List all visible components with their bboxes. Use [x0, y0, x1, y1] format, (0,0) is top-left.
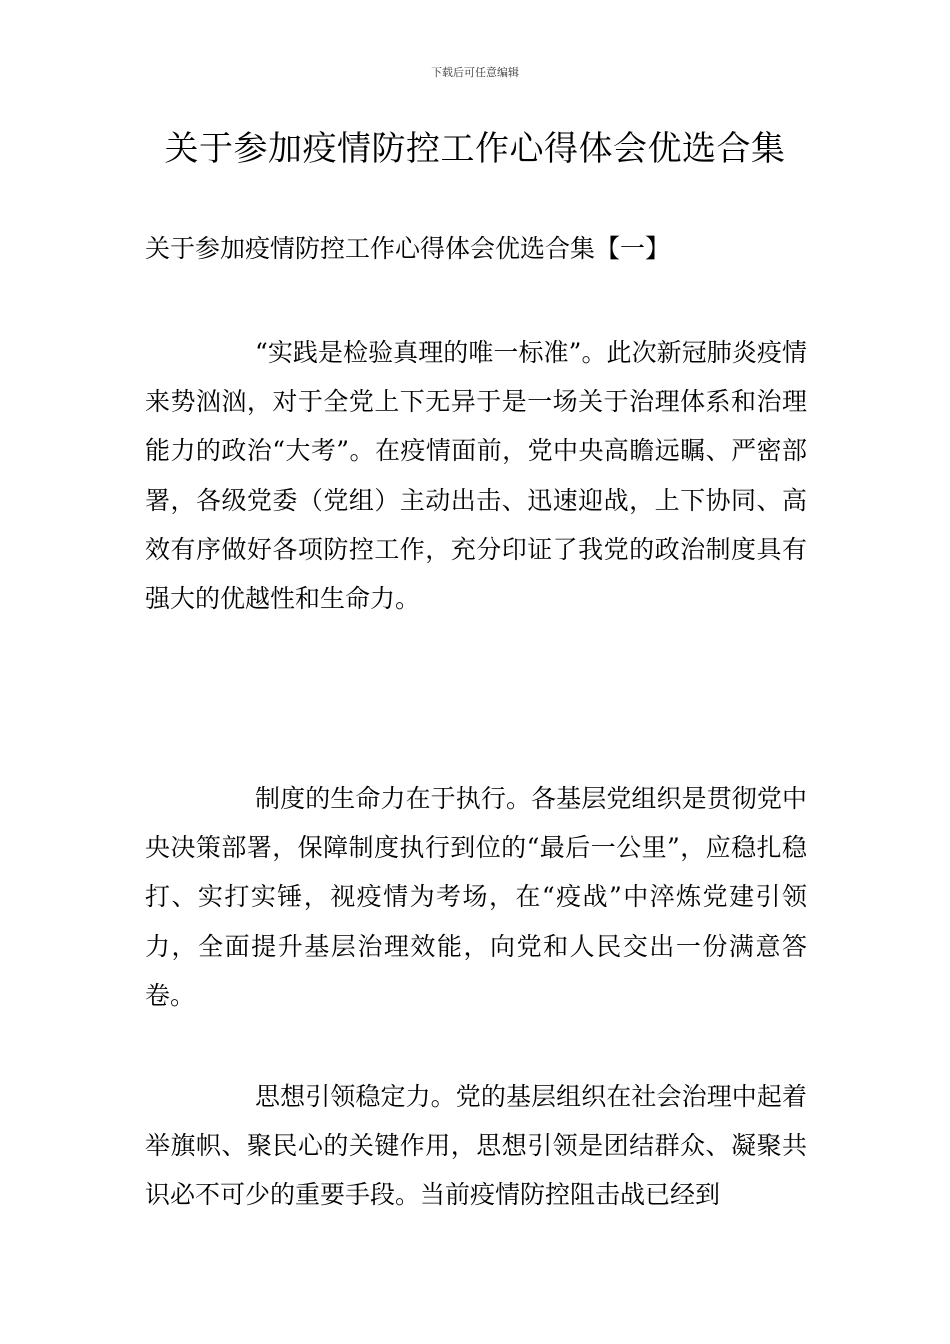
- page-header-note: 下载后可任意编辑: [431, 66, 519, 79]
- document-title: 关于参加疫情防控工作心得体会优选合集: [164, 129, 786, 169]
- body-paragraph-3: 思想引领稳定力。党的基层组织在社会治理中起着举旗帜、聚民心的关键作用，思想引领是团结群众、凝聚共识必不可少的重要手段。当前疫情防控阻击战已经到: [145, 1082, 807, 1210]
- body-paragraph-1: “实践是检验真理的唯一标准”。此次新冠肺炎疫情来势汹汹，对于全党上下无异于是一场关于治理体系和治理能力的政治“大考”。在疫情面前，党中央高瞻远瞩、严密部署，各级党委（党组）主动出击、迅速迎战，上下协同、高效有序做好各项防控工作，充分印证了我党的政治制度具有强大的优越性和生命力。: [145, 338, 807, 614]
- body-paragraph-2: 制度的生命力在于执行。各基层党组织是贯彻党中央决策部署，保障制度执行到位的“最后一公里”，应稳扎稳打、实打实锤，视疫情为考场，在“疫战”中淬炼党建引领力，全面提升基层治理效能，向党和人民交出一份满意答卷。: [145, 784, 807, 1010]
- section-heading: 关于参加疫情防控工作心得体会优选合集【一】: [145, 234, 671, 263]
